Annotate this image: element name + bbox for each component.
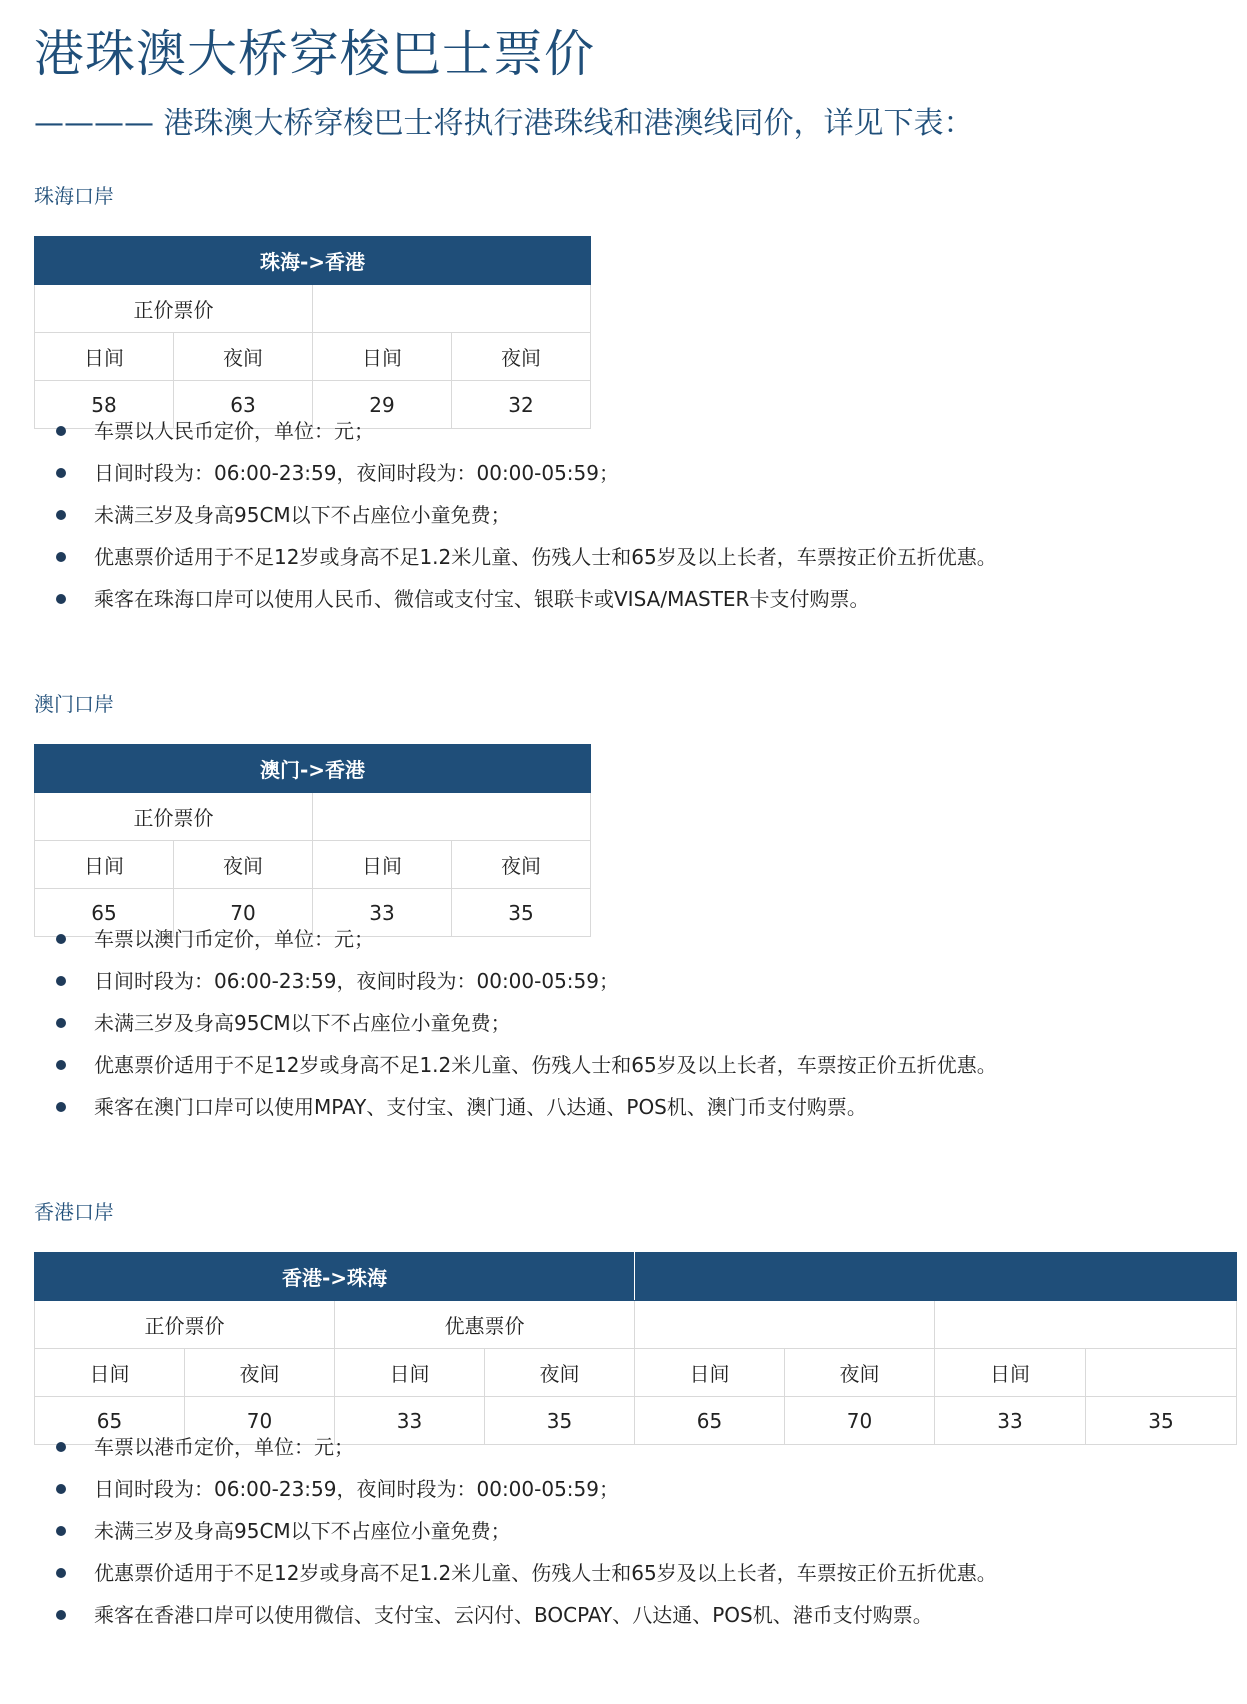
column-label: 夜间 bbox=[174, 333, 313, 381]
bullet-icon bbox=[56, 1018, 66, 1028]
note-text: 未满三岁及身高95CM以下不占座位小童免费； bbox=[94, 1011, 511, 1035]
table-column-row bbox=[35, 841, 591, 889]
note-item bbox=[34, 1468, 1234, 1510]
note-item bbox=[34, 1002, 1234, 1044]
bullet-icon bbox=[56, 1526, 66, 1536]
fare-value: 70 bbox=[785, 1397, 935, 1445]
table-group-row bbox=[35, 1301, 1237, 1349]
column-label: 日间 bbox=[35, 333, 174, 381]
bullet-icon bbox=[56, 552, 66, 562]
fare-value: 32 bbox=[452, 381, 591, 429]
bullet-icon bbox=[56, 1102, 66, 1112]
bullet-icon bbox=[56, 1060, 66, 1070]
note-text: 乘客在澳门口岸可以使用MPAY、支付宝、澳门通、八达通、POS机、澳门币支付购票。 bbox=[94, 1095, 867, 1119]
fare-value: 70 bbox=[185, 1397, 335, 1445]
column-label: 日间 bbox=[313, 333, 452, 381]
section-label-macau: 澳门口岸 bbox=[34, 692, 114, 716]
note-item bbox=[34, 1552, 1234, 1594]
fare-value: 58 bbox=[35, 381, 174, 429]
page bbox=[34, 22, 1234, 1627]
section-label-zhuhai: 珠海口岸 bbox=[34, 184, 114, 208]
column-label: 日间 bbox=[35, 841, 174, 889]
note-text: 车票以人民币定价，单位：元； bbox=[94, 419, 374, 443]
column-label bbox=[1086, 1349, 1237, 1397]
note-text: 未满三岁及身高95CM以下不占座位小童免费； bbox=[94, 1519, 511, 1543]
note-item bbox=[34, 578, 1234, 620]
note-item bbox=[34, 1510, 1234, 1552]
note-item bbox=[34, 1086, 1234, 1128]
route-header: 珠海->香港 bbox=[35, 237, 591, 285]
column-label: 夜间 bbox=[485, 1349, 635, 1397]
bullet-icon bbox=[56, 468, 66, 478]
group-label-blank bbox=[313, 793, 591, 841]
page-subtitle: ———— 港珠澳大桥穿梭巴士将执行港珠线和港澳线同价，详见下表： bbox=[34, 106, 974, 141]
note-item bbox=[34, 918, 1234, 960]
route-header-blank bbox=[635, 1253, 1237, 1301]
fare-value: 33 bbox=[935, 1397, 1086, 1445]
fare-value: 35 bbox=[452, 889, 591, 937]
column-label: 日间 bbox=[635, 1349, 785, 1397]
fare-value: 35 bbox=[1086, 1397, 1237, 1445]
note-item bbox=[34, 452, 1234, 494]
note-text: 日间时段为：06:00-23:59，夜间时段为：00:00-05:59； bbox=[94, 969, 619, 993]
group-label-discount: 优惠票价 bbox=[335, 1301, 635, 1349]
group-label-blank bbox=[635, 1301, 935, 1349]
note-item bbox=[34, 1426, 1234, 1468]
bullet-icon bbox=[56, 594, 66, 604]
bullet-icon bbox=[56, 934, 66, 944]
notes-list-hongkong bbox=[34, 1426, 1234, 1636]
group-label-regular: 正价票价 bbox=[35, 793, 313, 841]
fare-value: 70 bbox=[174, 889, 313, 937]
bullet-icon bbox=[56, 1442, 66, 1452]
page-title: 港珠澳大桥穿梭巴士票价 bbox=[34, 25, 595, 83]
table-header-row bbox=[35, 745, 591, 793]
fare-value: 65 bbox=[35, 889, 174, 937]
column-label: 夜间 bbox=[785, 1349, 935, 1397]
note-text: 优惠票价适用于不足12岁或身高不足1.2米儿童、伤残人士和65岁及以上长者，车票按正价五折优惠。 bbox=[94, 545, 997, 569]
group-label-regular: 正价票价 bbox=[35, 1301, 335, 1349]
fare-value: 29 bbox=[313, 381, 452, 429]
group-label-regular: 正价票价 bbox=[35, 285, 313, 333]
bullet-icon bbox=[56, 1568, 66, 1578]
column-label: 夜间 bbox=[185, 1349, 335, 1397]
bullet-icon bbox=[56, 426, 66, 436]
fare-table-macau bbox=[34, 744, 591, 937]
table-header-row bbox=[35, 1253, 1237, 1301]
note-item bbox=[34, 494, 1234, 536]
note-text: 日间时段为：06:00-23:59，夜间时段为：00:00-05:59； bbox=[94, 461, 619, 485]
note-item bbox=[34, 410, 1234, 452]
note-text: 车票以港币定价，单位：元； bbox=[94, 1435, 354, 1459]
fare-table-hongkong bbox=[34, 1252, 1237, 1445]
group-label-blank bbox=[313, 285, 591, 333]
note-item bbox=[34, 960, 1234, 1002]
table-column-row bbox=[35, 1349, 1237, 1397]
note-text: 车票以澳门币定价，单位：元； bbox=[94, 927, 374, 951]
column-label: 夜间 bbox=[174, 841, 313, 889]
column-label: 日间 bbox=[35, 1349, 185, 1397]
fare-value: 33 bbox=[335, 1397, 485, 1445]
fare-table-zhuhai bbox=[34, 236, 591, 429]
note-item bbox=[34, 536, 1234, 578]
note-item bbox=[34, 1594, 1234, 1636]
fare-value: 35 bbox=[485, 1397, 635, 1445]
fare-value: 33 bbox=[313, 889, 452, 937]
route-header: 澳门->香港 bbox=[35, 745, 591, 793]
bullet-icon bbox=[56, 510, 66, 520]
note-text: 日间时段为：06:00-23:59，夜间时段为：00:00-05:59； bbox=[94, 1477, 619, 1501]
column-label: 日间 bbox=[313, 841, 452, 889]
notes-list-zhuhai bbox=[34, 410, 1234, 620]
table-header-row bbox=[35, 237, 591, 285]
column-label: 夜间 bbox=[452, 333, 591, 381]
bullet-icon bbox=[56, 1610, 66, 1620]
table-group-row bbox=[35, 793, 591, 841]
note-text: 优惠票价适用于不足12岁或身高不足1.2米儿童、伤残人士和65岁及以上长者，车票按正价五折优惠。 bbox=[94, 1561, 997, 1585]
fare-value: 63 bbox=[174, 381, 313, 429]
note-text: 乘客在香港口岸可以使用微信、支付宝、云闪付、BOCPAY、八达通、POS机、港币支付购票。 bbox=[94, 1603, 933, 1627]
note-text: 乘客在珠海口岸可以使用人民币、微信或支付宝、银联卡或VISA/MASTER卡支付购票。 bbox=[94, 587, 870, 611]
fare-value: 65 bbox=[35, 1397, 185, 1445]
note-item bbox=[34, 1044, 1234, 1086]
column-label: 日间 bbox=[335, 1349, 485, 1397]
route-header: 香港->珠海 bbox=[35, 1253, 635, 1301]
bullet-icon bbox=[56, 1484, 66, 1494]
fare-value: 65 bbox=[635, 1397, 785, 1445]
notes-list-macau bbox=[34, 918, 1234, 1128]
table-group-row bbox=[35, 285, 591, 333]
table-column-row bbox=[35, 333, 591, 381]
group-label-blank bbox=[935, 1301, 1237, 1349]
bullet-icon bbox=[56, 976, 66, 986]
note-text: 未满三岁及身高95CM以下不占座位小童免费； bbox=[94, 503, 511, 527]
section-label-hongkong: 香港口岸 bbox=[34, 1200, 114, 1224]
column-label: 夜间 bbox=[452, 841, 591, 889]
note-text: 优惠票价适用于不足12岁或身高不足1.2米儿童、伤残人士和65岁及以上长者，车票按正价五折优惠。 bbox=[94, 1053, 997, 1077]
column-label: 日间 bbox=[935, 1349, 1086, 1397]
